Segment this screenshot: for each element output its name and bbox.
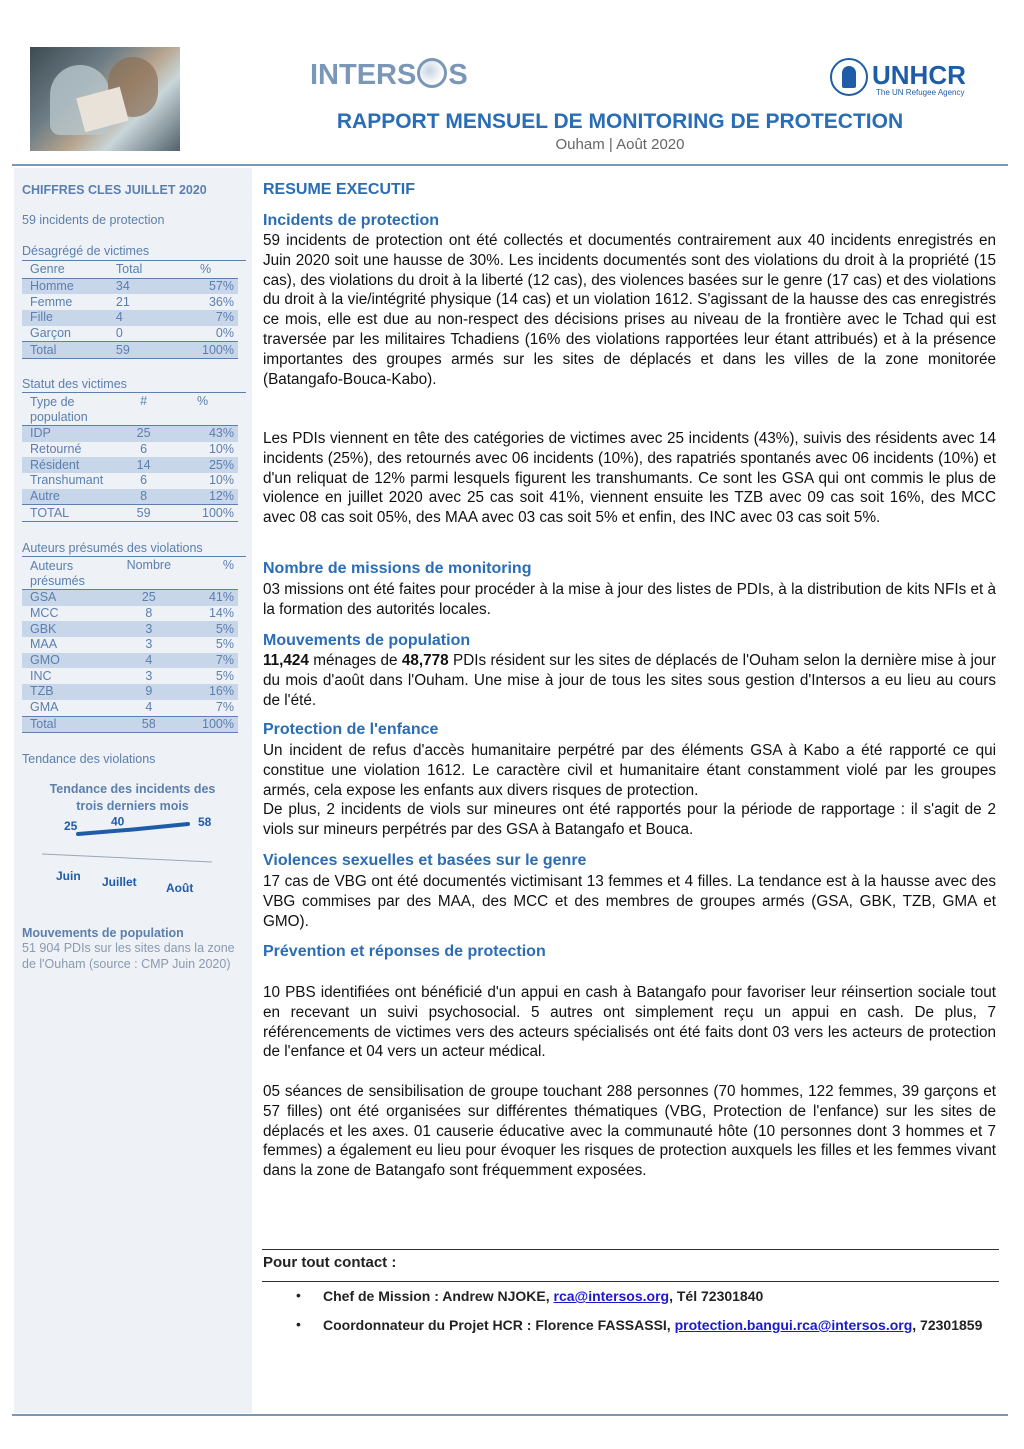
table-total-row: Total 59 100%	[22, 342, 238, 359]
category-label: Juillet	[102, 875, 137, 889]
sidebar-heading: CHIFFRES CLES JUILLET 2020	[22, 183, 207, 197]
report-subtitle: Ouham | Août 2020	[555, 136, 685, 153]
bullet-icon: •	[296, 1316, 301, 1332]
table-header: Genre	[22, 262, 108, 278]
table-header: Auteurs présumés	[22, 558, 110, 590]
movements-title: Mouvements de population	[22, 926, 184, 940]
table-row: Homme 34 57%	[22, 278, 238, 294]
trend-section-title: Tendance des violations	[22, 752, 156, 766]
authors-title: Auteurs présumés des violations	[22, 541, 203, 555]
top-divider	[12, 164, 1008, 166]
status-title: Statut des victimes	[22, 377, 127, 391]
paragraph-prevention-1: 10 PBS identifiées ont bénéficié d'un appui en cash à Batangafo pour favoriser leur réinsertion sociale tout en recevant un suivi psychosocial. 5 autres ont simplement reçu un appui en cash. De plus, 7 référencements de victimes vers des acteurs spécialisés ont été faits dont 03 vers les acteurs de protection de l'enfance et 04 vers un acteur médical.	[263, 984, 996, 1061]
table-row: GMA 4 7%	[30, 700, 234, 715]
table-row: IDP 25 43%	[22, 426, 238, 442]
series-line	[78, 824, 188, 834]
table-header: Type de population	[22, 394, 120, 426]
section-title-child-protection: Protection de l'enfance	[263, 721, 439, 738]
divider	[22, 260, 246, 261]
section-title-incidents: Incidents de protection	[263, 212, 440, 229]
divider	[22, 392, 246, 393]
movements-text: 51 904 PDIs sur les sites dans la zone de l'Ouham (source : CMP Juin 2020)	[22, 941, 235, 971]
data-label: 40	[111, 814, 125, 829]
data-label: 58	[198, 815, 212, 829]
incidents-count: 59 incidents de protection	[22, 213, 165, 227]
bottom-divider	[12, 1414, 1008, 1416]
data-label: 25	[64, 819, 78, 833]
table-total-row: TOTAL 59 100%	[22, 505, 238, 522]
globe-icon	[417, 58, 447, 88]
report-title: RAPPORT MENSUEL DE MONITORING DE PROTECTION	[336, 110, 904, 133]
status-table	[22, 394, 238, 522]
table-row: TZB 9 16%	[22, 684, 238, 700]
table-row: MAA 3 5%	[30, 637, 234, 652]
table-row: Femme 21 36%	[30, 294, 234, 309]
table-header: #	[120, 394, 159, 426]
section-title-missions: Nombre de missions de monitoring	[263, 560, 532, 577]
table-row: Autre 8 12%	[22, 489, 238, 505]
table-row: GBK 3 5%	[22, 621, 238, 637]
contact-divider	[262, 1249, 999, 1250]
email-link[interactable]: rca@intersos.org	[553, 1288, 670, 1304]
victims-table	[22, 262, 238, 359]
email-link[interactable]: protection.bangui.rca@intersos.org	[674, 1317, 913, 1333]
table-row: MCC 8 14%	[30, 606, 234, 621]
paragraph-prevention-2: 05 séances de sensibilisation de groupe touchant 288 personnes (70 hommes, 122 femmes, 39 garçons et 57 filles) ont été organisées sur différentes thématiques (VBG, Protection de l'enfance) sur les sites de déplacés et les axes. 01 causerie éducative avec la communauté hôte (10 personnes dont 3 hommes et 7 femmes) a également eu lieu pour évoquer les risques de protection auxquels les filles et les femmes vivant dans la zone de Batangafo sont fréquemment exposées.	[263, 1083, 996, 1180]
category-label: Août	[166, 881, 194, 895]
paragraph-incidents-2: Les PDIs viennent en tête des catégories de victimes avec 25 incidents (43%), suivis des résidents avec 14 incidents (25%), des retournés avec 06 incidents (10%), des rapatriés spontanés avec 06 incidents (10%) et d'un reliquat de 12% parmi lesquels figurent les transhumants. Ce sont les GSA qui ont commis le plus de violence en juillet 2020 avec 25 cas soit 41%, viennent ensuite les TZB avec 09 cas soit 16%, des MCC avec 08 cas soit 05%, des MAA avec 03 cas soit 5% et enfin, des INC avec 03 cas soit 5%.	[263, 430, 996, 527]
paragraph-incidents-1: 59 incidents de protection ont été collectés et documentés contrairement aux 40 incidents enregistrés en Juin 2020 soit une hausse de 30%. Les incidents documentés sont des violations du droit à la propriété (15 cas), des violations du droit à la liberté (12 cas), des violences basées sur le genre (17 cas) et des violations du droit à la vie/intégrité physique (14 cas) et un violation 1612. S'agissant de la hausse des cas enregistrés ce mois, elle est due au non-respect des décisions prises au niveau de la frontière avec le Tchad qui est traversée par les militaires Tchadiens (16% des violations rapportées leur étant attribués) et à la présence importantes des groupes armés sur les sites de déplacés et dans les villes de la zone monitorée (Batangafo-Bouca-Kabo).	[263, 232, 996, 388]
disaggregation-title: Désagrégé de victimes	[22, 244, 150, 258]
table-header: Nombre	[110, 558, 180, 590]
table-row: Retourné 6 10%	[30, 442, 234, 457]
table-row: Résident 14 25%	[22, 457, 238, 473]
divider	[22, 556, 246, 557]
table-header: Total	[108, 262, 165, 278]
contact-item-coordinator: Coordonnateur du Projet HCR : Florence FASSASSI, protection.bangui.rca@intersos.org, 72301859	[323, 1317, 983, 1333]
x-axis-line	[42, 854, 212, 862]
section-title-movements: Mouvements de population	[263, 632, 471, 649]
section-title-gbv: Violences sexuelles et basées sur le genre	[263, 852, 587, 869]
paragraph-gbv: 17 cas de VBG ont été documentés victimisant 13 femmes et 4 filles. La tendance est à la hausse avec des VBG commises par des MAA, des MCC et des membres de groupes armés (GSA, GBK, TZB, GMA et GMO).	[263, 873, 996, 930]
paragraph-movements: 11,424 ménages de 48,778 PDIs résident sur les sites de déplacés de l'Ouham selon la dernière mise à jour du mois d'août dans l'Ouham. Une mise à jour de tous les sites sous gestion d'Intersos a eu lieu au cours de l'été.	[263, 652, 996, 709]
paragraph-child-protection-1: Un incident de refus d'accès humanitaire perpétré par des éléments GSA à Kabo a été rapporté ce qui constitue une violation 1612. Le caractère civil et humanitaire étant constamment violé par les groupes armés, cela expose les enfants aux divers risques de protection.	[263, 742, 996, 799]
table-header: %	[159, 394, 238, 426]
executive-summary-heading: RESUME EXECUTIF	[263, 181, 416, 198]
table-header: %	[180, 558, 238, 590]
trend-line-chart	[20, 814, 240, 904]
table-total-row: Total 58 100%	[22, 716, 238, 733]
table-row: Fille 4 7%	[22, 310, 238, 326]
table-header: %	[165, 262, 238, 278]
table-row: INC 3 5%	[30, 668, 234, 683]
paragraph-missions: 03 missions ont été faites pour procéder à la mise à jour des listes de PDIs, à la distribution de kits NFIs et à la formation des autorités locales.	[263, 581, 996, 618]
intersos-logo: INTERS S	[310, 59, 468, 91]
table-row: Transhumant 6 10%	[30, 473, 234, 488]
table-row: Garçon 0 0%	[30, 326, 234, 341]
header-photo	[30, 47, 180, 151]
table-row: GSA 25 41%	[22, 590, 238, 606]
category-label: Juin	[56, 869, 81, 883]
table-row: GMO 4 7%	[22, 653, 238, 669]
contact-divider	[262, 1281, 999, 1282]
unhcr-emblem-icon	[830, 58, 868, 96]
section-title-prevention: Prévention et réponses de protection	[263, 943, 546, 960]
bullet-icon: •	[296, 1287, 301, 1303]
contact-item-chief: Chef de Mission : Andrew NJOKE, rca@intersos.org, Tél 72301840	[323, 1288, 764, 1304]
authors-table	[22, 558, 238, 733]
paragraph-child-protection-2: De plus, 2 incidents de viols sur mineures ont été rapportés pour la période de rapportage : il s'agit de 2 viols sur mineurs perpétrés par des GSA à Batangafo et Bouca.	[263, 801, 996, 838]
chart-title: Tendance des incidents des trois derniers mois	[49, 782, 216, 813]
contact-title: Pour tout contact :	[263, 1254, 397, 1271]
